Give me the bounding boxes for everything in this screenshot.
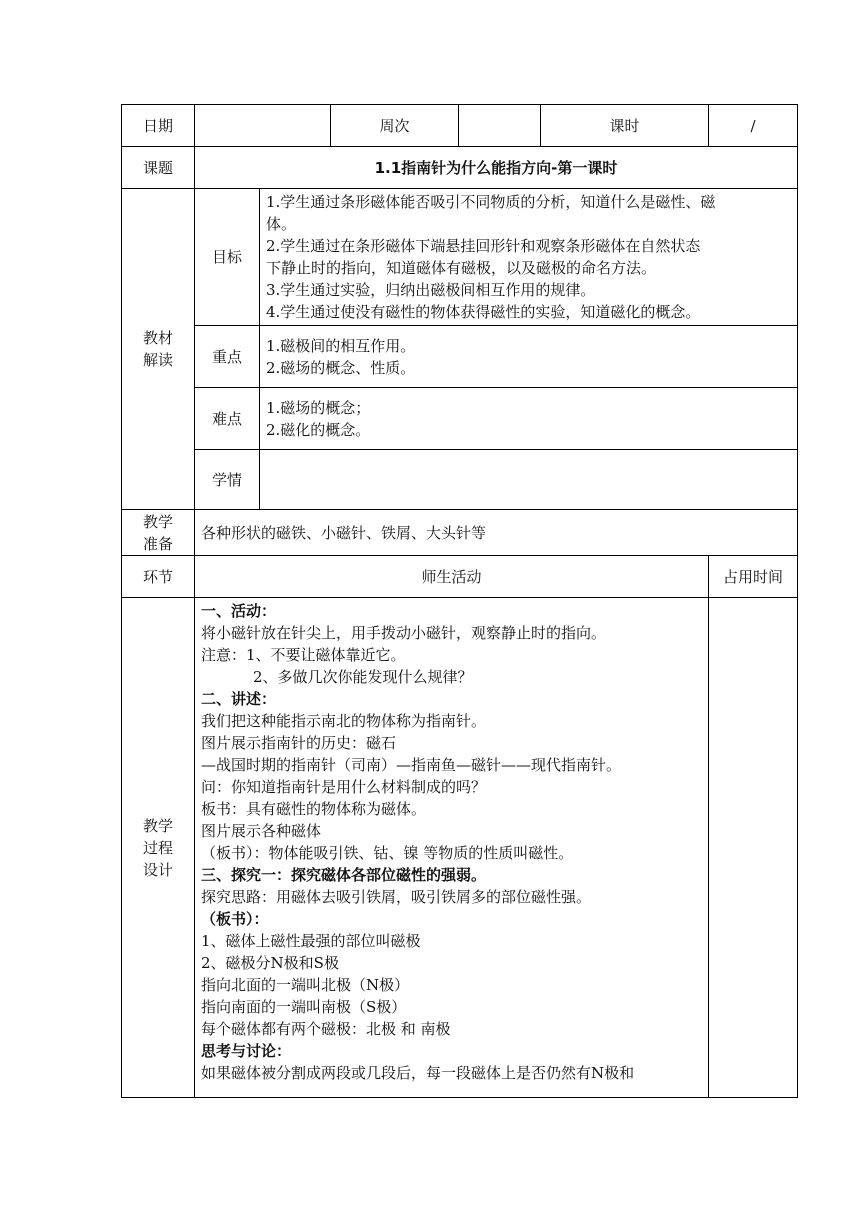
section-heading: 三、探究一：探究磁体各部位磁性的强弱。: [201, 866, 487, 884]
process-line: 板书：具有磁性的物体称为磁体。: [201, 800, 427, 818]
process-line: 2、多做几次你能发现什么规律？: [253, 668, 473, 686]
student-situation-label: 学情: [195, 450, 260, 510]
process-line: 指向南面的一端叫南极（S极）: [201, 998, 407, 1016]
process-line: 图片展示各种磁体: [201, 822, 322, 840]
textbook-analysis-label: 教材 解读: [122, 189, 195, 510]
process-line: 指向北面的一端叫北极（N极）: [201, 976, 410, 994]
topic-title: 1.1指南针为什么能指方向-第一课时: [195, 147, 798, 189]
goal-line: 3.学生通过实验，归纳出磁极间相互作用的规律。: [266, 281, 596, 299]
process-line: 我们把这种能指示南北的物体称为指南针。: [201, 712, 487, 730]
goal-line: 1.学生通过条形磁体能否吸引不同物质的分析，知道什么是磁性、磁: [266, 193, 716, 211]
student-situation-row: [122, 450, 798, 510]
activity-column-header: 师生活动: [195, 556, 709, 598]
section-heading: 二、讲述：: [201, 690, 277, 708]
time-column-header: 占用时间: [709, 556, 798, 598]
preparation-row: [122, 510, 798, 556]
goal-line: 下静止时的指向，知道磁体有磁极，以及磁极的命名方法。: [266, 259, 657, 277]
process-row: [122, 598, 798, 1098]
section-heading: 一、活动：: [201, 602, 277, 620]
difficult-point: 1.磁场的概念；: [266, 398, 371, 417]
key-point: 1.磁极间的相互作用。: [266, 336, 416, 355]
preparation-content: 各种形状的磁铁、小磁针、铁屑、大头针等: [195, 510, 798, 556]
header-row: [122, 105, 798, 147]
key-points-row: [122, 326, 798, 388]
date-label: 日期: [122, 105, 195, 147]
date-value: [195, 105, 331, 147]
key-points-label: 重点: [195, 326, 260, 388]
goal-line: 2.学生通过在条形磁体下端悬挂回形针和观察条形磁体在自然状态: [266, 237, 701, 255]
goals-label: 目标: [195, 189, 260, 326]
section-heading: （板书）：: [201, 910, 269, 928]
period-label: 课时: [541, 105, 709, 147]
process-line: 1、磁体上磁性最强的部位叫磁极: [201, 932, 421, 950]
stage-column-header: 环节: [122, 556, 195, 598]
student-situation-content: [260, 450, 798, 510]
process-line: 问：你知道指南针是用什么材料制成的吗？: [201, 778, 487, 796]
key-points-content: [260, 326, 798, 388]
column-header-row: [122, 556, 798, 598]
key-point: 2.磁场的概念、性质。: [266, 358, 416, 377]
difficult-point: 2.磁化的概念。: [266, 420, 371, 439]
week-label: 周次: [331, 105, 459, 147]
process-line: 注意：1、不要让磁体靠近它。: [201, 646, 406, 664]
goals-row: [122, 189, 798, 326]
week-value: [459, 105, 541, 147]
preparation-label: 教学 准备: [122, 510, 195, 556]
difficult-points-label: 难点: [195, 388, 260, 450]
goals-content: [260, 189, 798, 326]
process-line: 图片展示指南针的历史：磁石: [201, 734, 397, 752]
process-line: 如果磁体被分割成两段或几段后，每一段磁体上是否仍然有N极和: [201, 1064, 635, 1082]
process-line: 每个磁体都有两个磁极：北极 和 南极: [201, 1020, 451, 1038]
lesson-plan-table: [121, 104, 798, 1098]
process-line: —战国时期的指南针（司南）—指南鱼—磁针——现代指南针。: [201, 756, 622, 774]
process-time: [709, 598, 798, 1098]
goal-line: 4.学生通过使没有磁性的物体获得磁性的实验，知道磁化的概念。: [266, 303, 701, 321]
section-heading: 思考与讨论：: [201, 1042, 292, 1060]
topic-label: 课题: [122, 147, 195, 189]
process-line: 将小磁针放在针尖上，用手拨动小磁针，观察静止时的指向。: [201, 624, 607, 642]
difficult-points-row: [122, 388, 798, 450]
process-label: 教学 过程 设计: [122, 598, 195, 1098]
topic-row: [122, 147, 798, 189]
goal-line: 体。: [266, 215, 297, 233]
process-line: 2、磁极分N极和S极: [201, 954, 339, 972]
process-content: [195, 598, 709, 1098]
difficult-points-content: [260, 388, 798, 450]
process-line: 探究思路：用磁体去吸引铁屑，吸引铁屑多的部位磁性强。: [201, 888, 592, 906]
period-value: /: [709, 105, 798, 147]
process-line: （板书）：物体能吸引铁、钴、镍 等物质的性质叫磁性。: [201, 844, 574, 862]
